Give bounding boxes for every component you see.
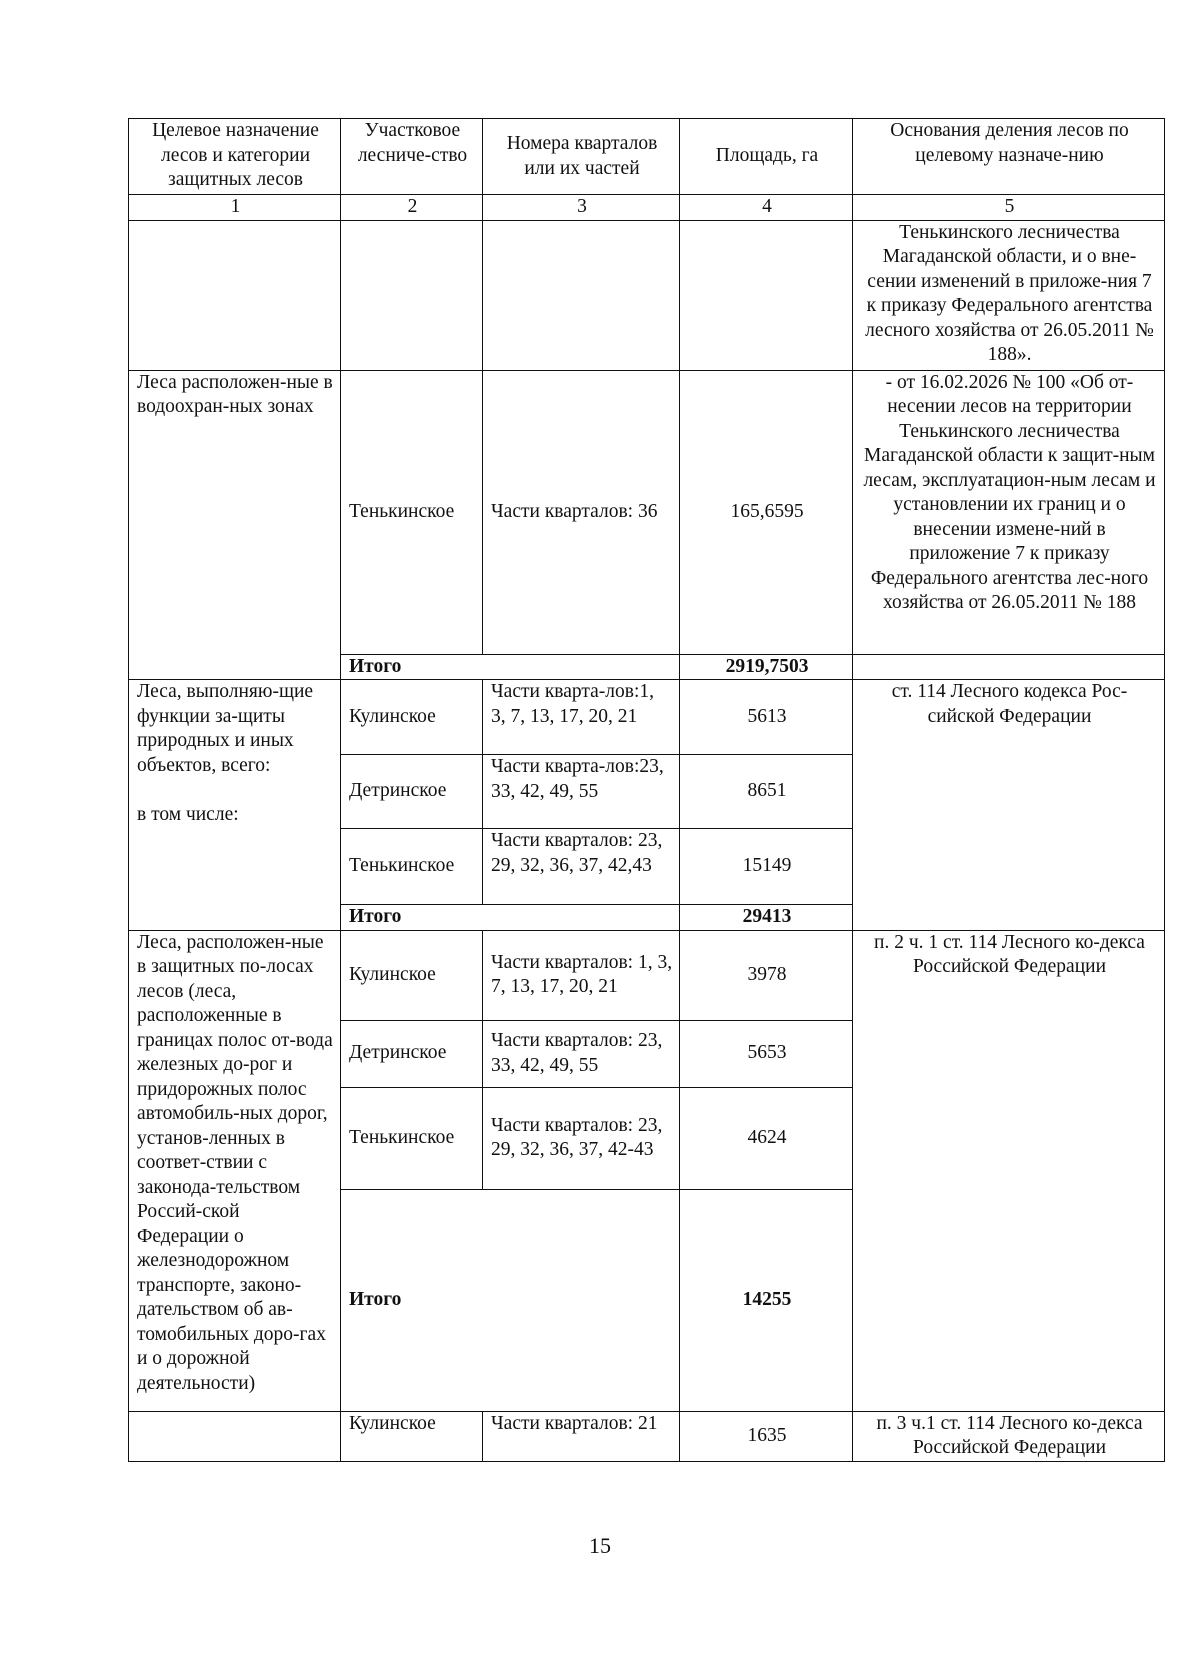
column-number: 4 xyxy=(680,195,853,221)
header-purpose: Целевое назначение лесов и категории защитных лесов xyxy=(129,119,341,195)
area-cell: 1635 xyxy=(680,1411,853,1461)
water-zone-row xyxy=(129,370,1165,654)
total-label: Итого xyxy=(341,654,680,680)
category-cell: Леса, расположен-ные в защитных по-лосах лесов (леса, расположенные в границах полос от-вода железных до-рог и придорожных полос автомобиль-ных дорог, установ-ленных в соответ-ствии с законода-тельством Россий-ской Федерации о железнодорожном транспорте, законо-дательством об ав-томобильных доро-гах и о дорожной деятельности) xyxy=(129,930,341,1411)
quarters-cell: Части кварталов: 23, 29, 32, 36, 37, 42-43 xyxy=(483,1087,680,1189)
forest-purpose-table xyxy=(128,118,1165,1462)
empty-cell xyxy=(129,1411,341,1461)
district-cell: Тенькинское xyxy=(341,1087,483,1189)
area-cell: 165,6595 xyxy=(680,370,853,654)
total-area: 14255 xyxy=(680,1189,853,1411)
header-basis: Основания деления лесов по целевому назначе-нию xyxy=(853,119,1165,195)
empty-cell xyxy=(680,220,853,370)
quarters-cell: Части кварталов: 23, 33, 42, 49, 55 xyxy=(483,1020,680,1087)
district-cell: Тенькинское xyxy=(341,829,483,905)
column-number: 3 xyxy=(483,195,680,221)
district-cell: Тенькинское xyxy=(341,370,483,654)
area-cell: 15149 xyxy=(680,829,853,905)
basis-cell: п. 2 ч. 1 ст. 114 Лесного ко-декса Российской Федерации xyxy=(853,930,1165,1411)
area-cell: 8651 xyxy=(680,755,853,829)
area-cell: 3978 xyxy=(680,930,853,1020)
total-area: 2919,7503 xyxy=(680,654,853,680)
district-cell: Детринское xyxy=(341,755,483,829)
total-area: 29413 xyxy=(680,905,853,931)
header-district: Участковое лесниче-ство xyxy=(341,119,483,195)
column-number: 2 xyxy=(341,195,483,221)
continuation-row xyxy=(129,220,1165,370)
protect-objects-row xyxy=(129,680,1165,755)
page-number: 15 xyxy=(589,1533,611,1558)
column-number: 5 xyxy=(853,195,1165,221)
protect-strips-row xyxy=(129,930,1165,1020)
empty-cell xyxy=(483,220,680,370)
district-cell: Детринское xyxy=(341,1020,483,1087)
area-cell: 5653 xyxy=(680,1020,853,1087)
including-text: в том числе: xyxy=(137,803,239,825)
district-cell: Кулинское xyxy=(341,680,483,755)
column-number: 1 xyxy=(129,195,341,221)
quarters-cell: Части кварталов: 21 xyxy=(483,1411,680,1461)
empty-cell xyxy=(129,220,341,370)
table-header-row xyxy=(129,119,1165,195)
total-label: Итого xyxy=(341,1189,680,1411)
basis-cell: ст. 114 Лесного кодекса Рос-сийской Федерации xyxy=(853,680,1165,931)
district-cell: Кулинское xyxy=(341,930,483,1020)
quarters-cell: Части кварталов: 1, 3, 7, 13, 17, 20, 21 xyxy=(483,930,680,1020)
last-row xyxy=(129,1411,1165,1461)
area-cell: 4624 xyxy=(680,1087,853,1189)
category-cell xyxy=(129,680,341,931)
header-area: Площадь, га xyxy=(680,119,853,195)
basis-cell: п. 3 ч.1 ст. 114 Лесного ко-декса Российской Федерации xyxy=(853,1411,1165,1461)
quarters-cell: Части кварта-лов:23, 33, 42, 49, 55 xyxy=(483,755,680,829)
total-label: Итого xyxy=(341,905,680,931)
category-text: Леса, выполняю-щие функции за-щиты природных и иных объектов, всего: xyxy=(137,681,314,776)
quarters-cell: Части кварталов: 23, 29, 32, 36, 37, 42,43 xyxy=(483,829,680,905)
basis-cell: - от 16.02.2026 № 100 «Об от-несении лесов на территории Тенькинского лесничества Магаданской области к защит-ным лесам, эксплуатацион-ным лесам и установлении их границ и о внесении измене-ний в приложение 7 к приказу Федерального агентства лес-ного хозяйства от 26.05.2011 № 188 xyxy=(853,370,1165,654)
basis-cell: Тенькинского лесничества Магаданской области, и о вне-сении изменений в приложе-ния 7 к приказу Федерального агентства лесного хозяйства от 26.05.2011 № 188». xyxy=(853,220,1165,370)
quarters-cell: Части кварта-лов:1, 3, 7, 13, 17, 20, 21 xyxy=(483,680,680,755)
empty-cell xyxy=(341,220,483,370)
empty-cell xyxy=(853,654,1165,680)
header-quarters: Номера кварталов или их частей xyxy=(483,119,680,195)
category-cell: Леса расположен-ные в водоохран-ных зонах xyxy=(129,370,341,680)
area-cell: 5613 xyxy=(680,680,853,755)
district-cell: Кулинское xyxy=(341,1411,483,1461)
column-number-row xyxy=(129,195,1165,221)
quarters-cell: Части кварталов: 36 xyxy=(483,370,680,654)
